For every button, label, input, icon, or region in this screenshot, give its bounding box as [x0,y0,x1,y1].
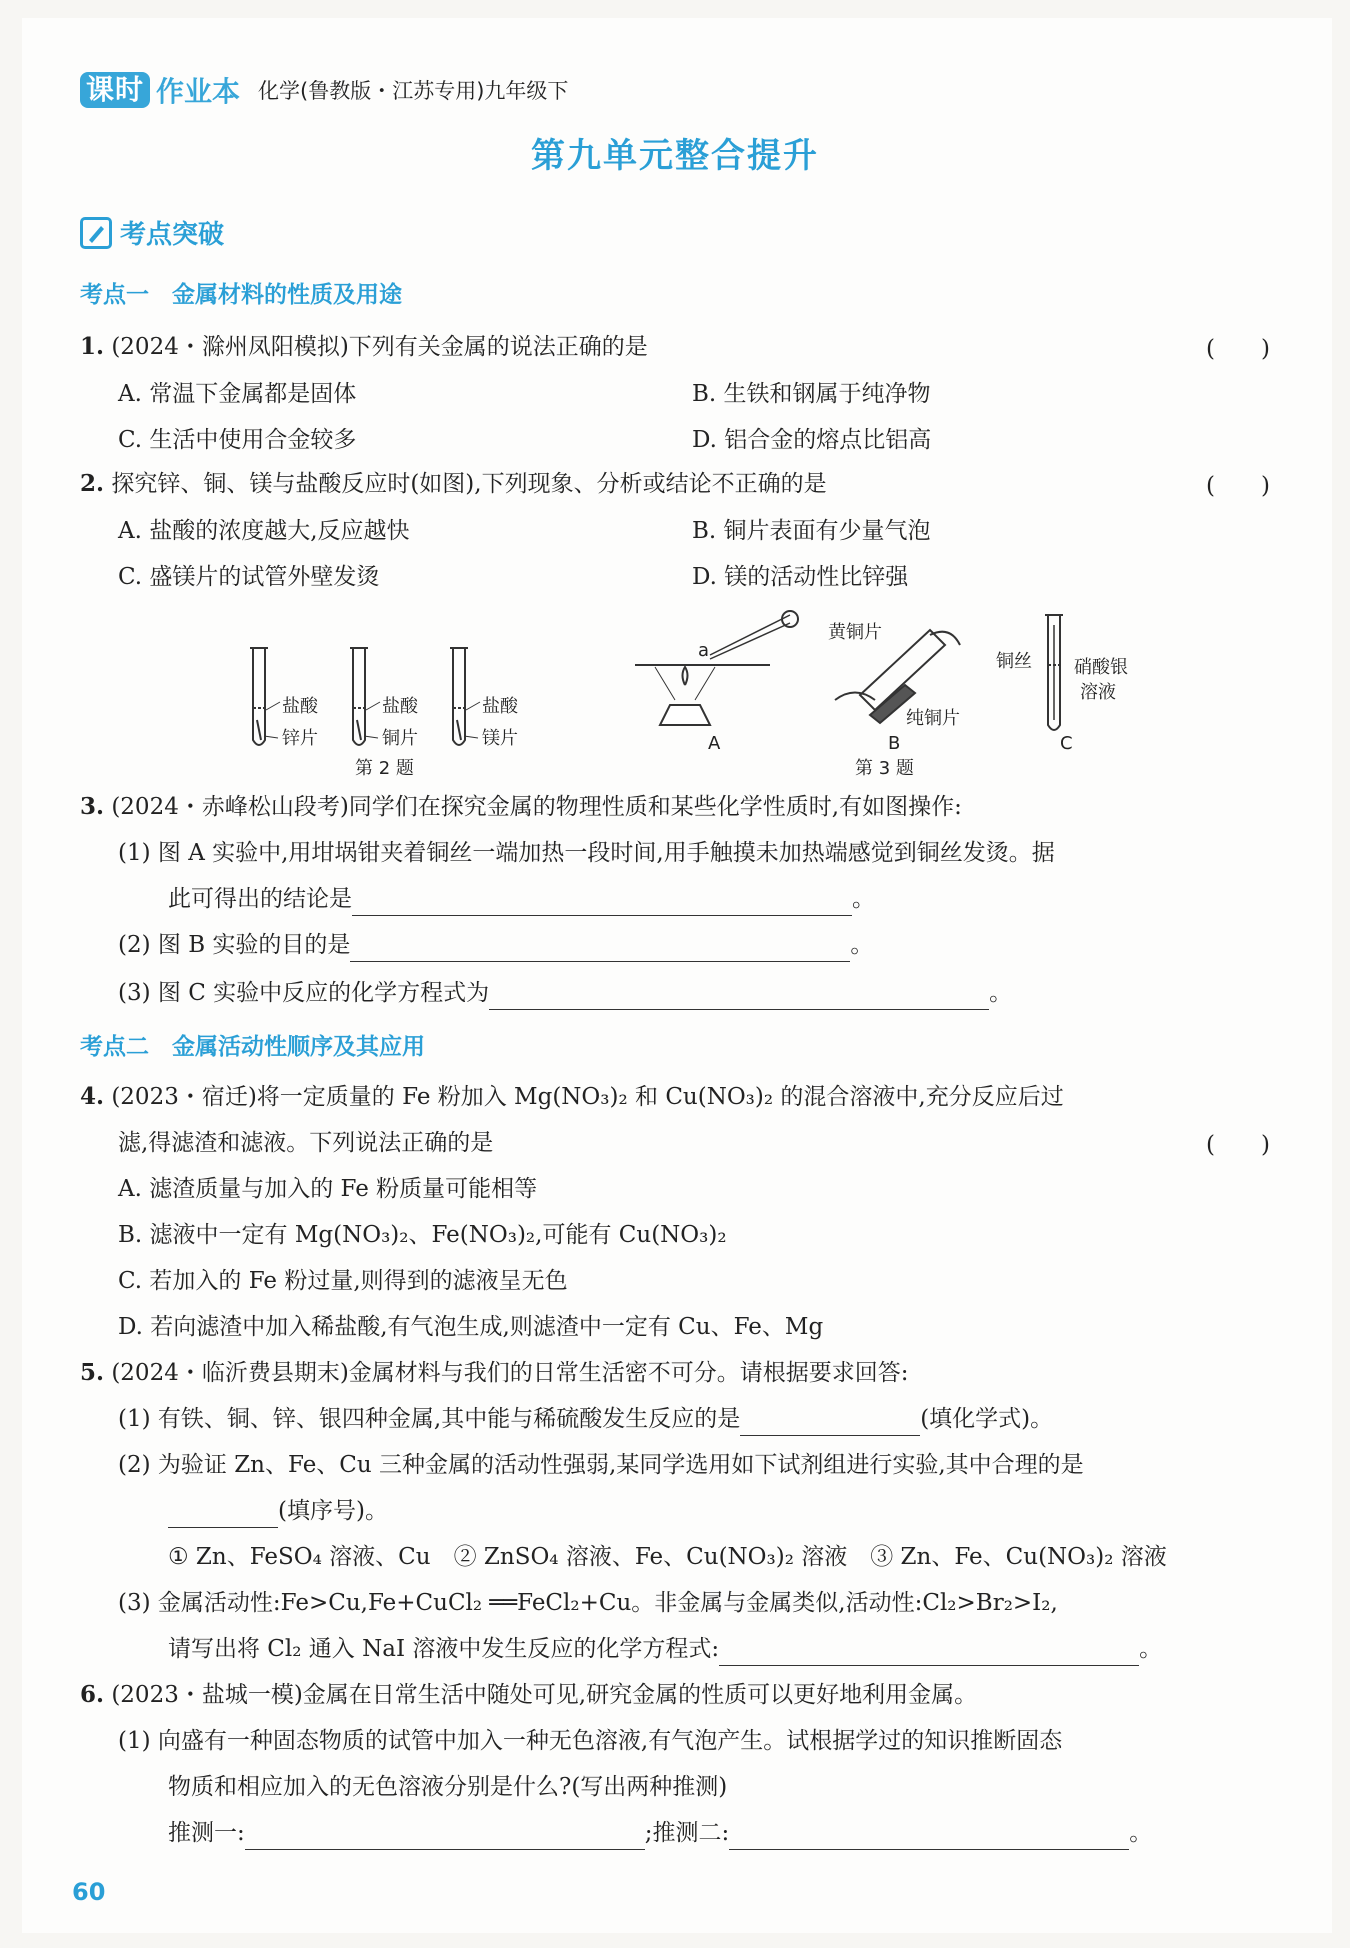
fig3-silver-nitrate-1: 硝酸银 [1074,657,1128,678]
q5-answer-blank-3[interactable] [719,1639,1139,1666]
fig2-acid-3: 盐酸 [482,696,518,717]
fig3-brass: 黄铜片 [828,622,882,643]
q5-part3-line1: (3) 金属活动性:Fe>Cu,Fe+CuCl₂ ══FeCl₂+Cu。非金属与金属类似,活动性:Cl₂>Br₂>I₂, [118,1590,1058,1616]
q2-option-d: D. 镁的活动性比锌强 [692,564,909,590]
pencil-icon [80,217,112,249]
fig2-acid-2: 盐酸 [382,696,418,717]
subject-label: 化学(鲁教版・江苏专用)九年级下 [258,79,569,103]
q4-option-d: D. 若向滤渣中加入稀盐酸,有气泡生成,则滤渣中一定有 Cu、Fe、Mg [118,1314,824,1340]
book-header [80,70,568,110]
q5-stem: 5. (2024・临沂费县期末)金属材料与我们的日常生活密不可分。请根据要求回答: [80,1359,909,1386]
q6-part1-line2: 物质和相应加入的无色溶液分别是什么?(写出两种推测) [168,1774,728,1800]
fig2-caption: 第 2 题 [355,758,414,779]
q6-stem: 6. (2023・盐城一模)金属在日常生活中随处可见,研究金属的性质可以更好地利用金属。 [80,1681,978,1708]
kaodian-1-heading: 考点一 金属材料的性质及用途 [80,282,402,308]
q6-answer-blank-1[interactable] [245,1823,645,1850]
section-heading [80,214,224,251]
fig3-part-c: C [1060,733,1073,754]
q5-part2-line1: (2) 为验证 Zn、Fe、Cu 三种金属的活动性强弱,某同学选用如下试剂组进行实验,其中合理的是 [118,1452,1084,1478]
q3-part2: (2) 图 B 实验的目的是 。 [118,928,873,962]
q4-option-a: A. 滤渣质量与加入的 Fe 粉质量可能相等 [118,1176,538,1202]
section-title: 考点突破 [120,220,225,250]
q5-part2-options: ① Zn、FeSO₄ 溶液、Cu ② ZnSO₄ 溶液、Fe、Cu(NO₃)₂ 溶液 ③ Zn、Fe、Cu(NO₃)₂ 溶液 [168,1544,1167,1570]
fig2-acid-1: 盐酸 [282,696,318,717]
q2-option-c: C. 盛镁片的试管外壁发烫 [118,564,380,590]
q4-option-c: C. 若加入的 Fe 粉过量,则得到的滤液呈无色 [118,1268,568,1294]
fig2-metal-3: 镁片 [482,728,518,749]
q3-answer-blank-3[interactable] [489,983,989,1010]
q5-part2-line2: (填序号)。 [168,1494,388,1528]
q2-stem: 2. 探究锌、铜、镁与盐酸反应时(如图),下列现象、分析或结论不正确的是 [80,470,827,497]
fig3-part-b: B [888,733,901,754]
q4-stem-line2: 滤,得滤渣和滤液。下列说法正确的是 [118,1130,494,1156]
q2-option-b: B. 铜片表面有少量气泡 [692,518,931,544]
logo-text: 作业本 [156,75,241,108]
q1-answer-paren: ( ) [1206,336,1270,362]
q1-option-d: D. 铝合金的熔点比铝高 [692,427,932,453]
fig3-copper-wire: 铜丝 [996,651,1032,672]
logo-box: 课时 [80,72,150,108]
fig3-pure-copper: 纯铜片 [906,708,960,729]
q6-answer-blank-2[interactable] [729,1823,1129,1850]
q3-answer-blank-1[interactable] [352,889,852,916]
q4-stem-line1: 4. (2023・宿迁)将一定质量的 Fe 粉加入 Mg(NO₃)₂ 和 Cu(NO₃)₂ 的混合溶液中,充分反应后过 [80,1083,1064,1110]
q1-option-c: C. 生活中使用合金较多 [118,427,357,453]
unit-title: 第九单元整合提升 [531,136,819,176]
q5-answer-blank-1[interactable] [740,1409,920,1436]
q3-part3: (3) 图 C 实验中反应的化学方程式为 。 [118,976,1012,1010]
q3-part1-line2: 此可得出的结论是 。 [168,882,875,916]
kaodian-2-heading: 考点二 金属活动性顺序及其应用 [80,1034,425,1060]
book-logo [80,70,240,110]
q6-part1-line1: (1) 向盛有一种固态物质的试管中加入一种无色溶液,有气泡产生。试根据学过的知识推断固态 [118,1728,1063,1754]
fig2-metal-2: 铜片 [382,728,418,749]
q6-guesses: 推测一: ;推测二: 。 [168,1816,1152,1850]
page-number: 60 [72,1878,106,1906]
fig3-caption: 第 3 题 [855,758,914,779]
q3-part1-line1: (1) 图 A 实验中,用坩埚钳夹着铜丝一端加热一段时间,用手触摸未加热端感觉到铜丝发烫。据 [118,840,1055,866]
q1-option-b: B. 生铁和钢属于纯净物 [692,381,931,407]
q2-answer-paren: ( ) [1206,473,1270,499]
fig3-label-a: a [698,640,710,661]
q5-part3-line2: 请写出将 Cl₂ 通入 NaI 溶液中发生反应的化学方程式: 。 [168,1632,1162,1666]
fig3-part-a: A [708,733,721,754]
q5-part1: (1) 有铁、铜、锌、银四种金属,其中能与稀硫酸发生反应的是 (填化学式)。 [118,1402,1053,1436]
q3-stem: 3. (2024・赤峰松山段考)同学们在探究金属的物理性质和某些化学性质时,有如图操作: [80,793,962,820]
q5-answer-blank-2[interactable] [168,1501,278,1528]
q3-answer-blank-2[interactable] [350,935,850,962]
fig3-silver-nitrate-2: 溶液 [1080,682,1116,703]
q2-option-a: A. 盐酸的浓度越大,反应越快 [118,518,410,544]
q1-stem: 1. (2024・滁州凤阳模拟)下列有关金属的说法正确的是 [80,333,648,360]
q1-option-a: A. 常温下金属都是固体 [118,381,357,407]
q4-answer-paren: ( ) [1206,1132,1270,1158]
fig2-metal-1: 锌片 [282,728,318,749]
q4-option-b: B. 滤液中一定有 Mg(NO₃)₂、Fe(NO₃)₂,可能有 Cu(NO₃)₂ [118,1222,727,1248]
